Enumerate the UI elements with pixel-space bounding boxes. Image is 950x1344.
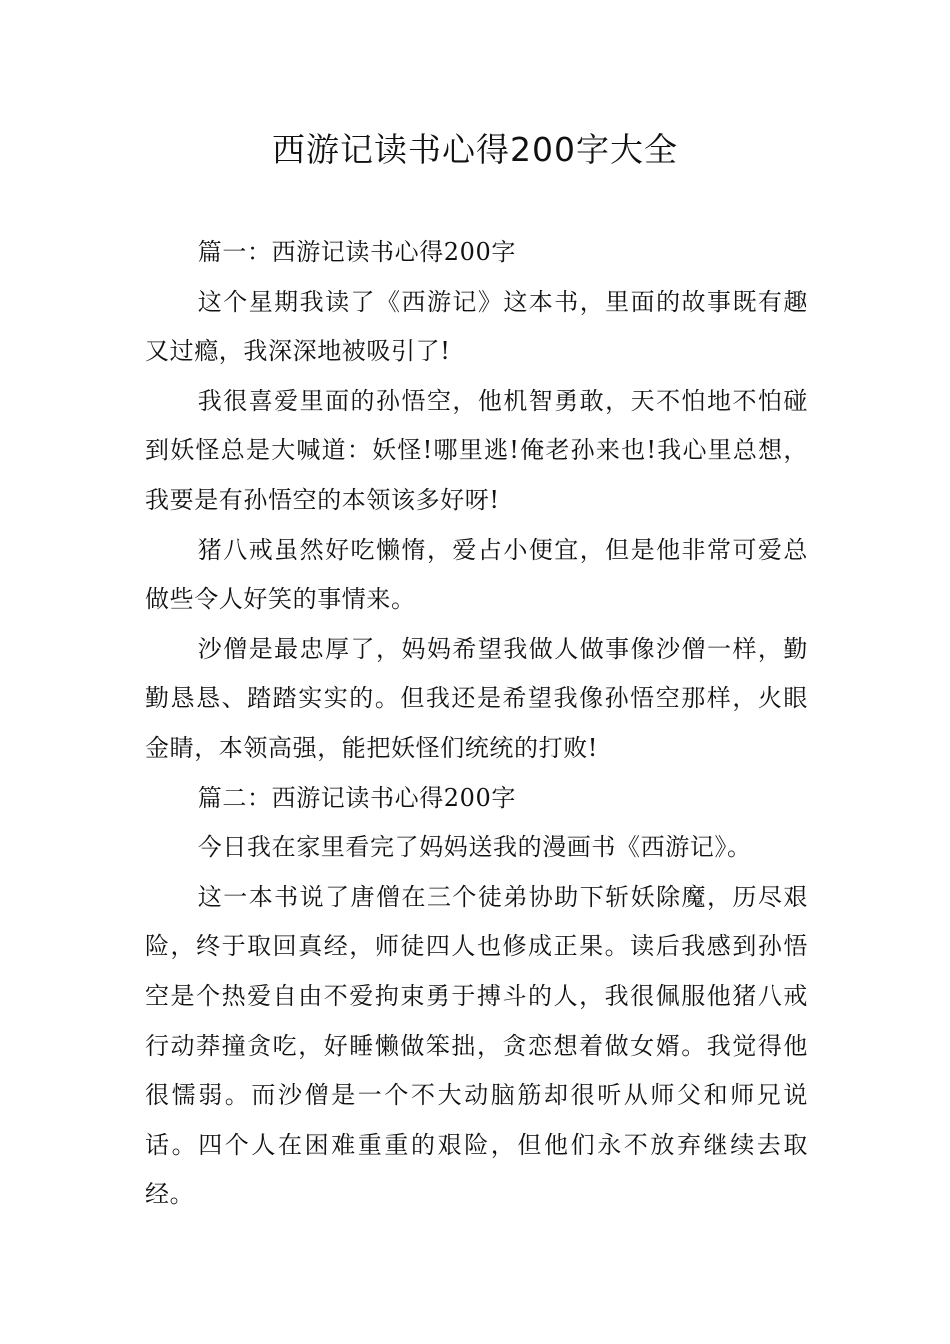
- paragraph: 我很喜爱里面的孙悟空，他机智勇敢，天不怕地不怕碰到妖怪总是大喊道：妖怪!哪里逃!俺老孙来也!我心里总想，我要是有孙悟空的本领该多好呀!: [145, 386, 808, 514]
- section-heading-2: 篇二：西游记读书心得200字: [197, 783, 517, 812]
- document-title: 西游记读书心得200字大全: [272, 130, 678, 169]
- paragraph: 这一本书说了唐僧在三个徒弟协助下斩妖除魔，历尽艰险，终于取回真经，师徒四人也修成正果。读后我感到孙悟空是个热爱自由不爱拘束勇于搏斗的人，我很佩服他猪八戒行动莽撞贪吃，好睡懒做笨拙，贪恋想着做女婿。我觉得他很懦弱。而沙僧是一个不大动脑筋却很听从师父和师兄说话。四个人在困难重重的艰险，但他们永不放弃继续去取经。: [145, 882, 808, 1209]
- paragraph: 今日我在家里看完了妈妈送我的漫画书《西游记》。: [197, 833, 752, 862]
- document-body: [145, 228, 808, 1220]
- paragraph: 沙僧是最忠厚了，妈妈希望我做人做事像沙僧一样，勤勤恳恳、踏踏实实的。但我还是希望我像孙悟空那样，火眼金睛，本领高强，能把妖怪们统统的打败!: [145, 634, 808, 762]
- paragraph: 猪八戒虽然好吃懒惰，爱占小便宜，但是他非常可爱总做些令人好笑的事情来。: [145, 535, 808, 614]
- paragraph: 这个星期我读了《西游记》这本书，里面的故事既有趣又过瘾，我深深地被吸引了!: [145, 287, 808, 366]
- section-heading-1: 篇一：西游记读书心得200字: [197, 238, 517, 266]
